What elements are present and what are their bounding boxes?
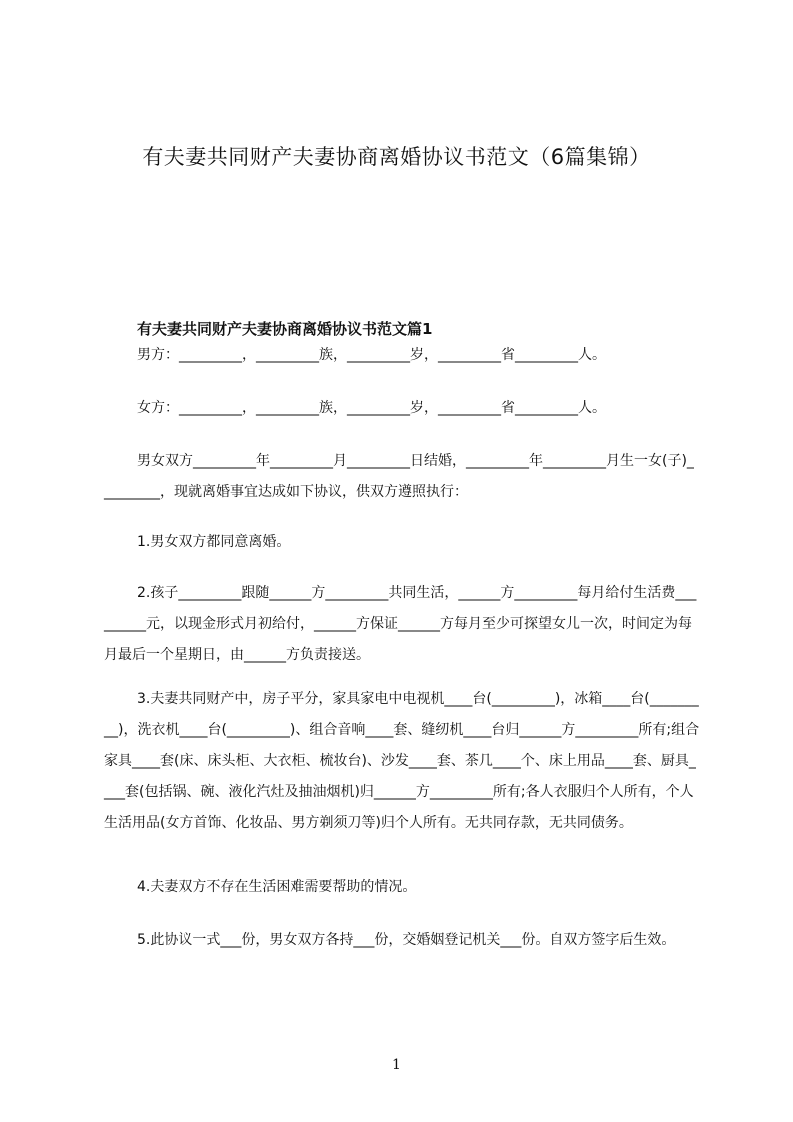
clause-2-child-custody: 2.孩子_________跟随______方_________共同生活，______方_________每月给付生活费_________元，以现金形式月初给付，______方保证______方每月至少可探望女儿一次，时间定为每月最后一个星期日，由______方负责接送。 [104, 585, 697, 663]
clause-3-property-division: 3.夫妻共同财产中，房子平分，家具家电中电视机____台(_________)，冰箱____台(_________)，洗衣机____台(_________)、组合音响____套、缝纫机____台归______方_________所有;组合家具____套(床、床头柜、大衣柜、梳妆台)、沙发____套、茶几____个、床上用品____套、厨具____套(包括锅、碗、液化汽灶及抽油烟机)归______方_________所有;各人衣服归个人所有，个人生活用品(女方首饰、化妆品、男方剃须刀等)归个人所有。无共同存款，无共同债务。 [104, 691, 700, 831]
paragraph-marriage-info: 男女双方_________年_________月_________日结婚，_________年_________月生一女(子)_________，现就离婚事宜达成如下协议，供双方遵照执行： [104, 453, 694, 500]
page-number: 1 [392, 1057, 401, 1073]
paragraph-female-party: 女方：_________，_________族，_________岁，_________省_________人。 [137, 400, 606, 416]
section-heading: 有夫妻共同财产夫妻协商离婚协议书范文篇1 [137, 320, 433, 338]
clause-4-no-hardship: 4.夫妻双方不存在生活困难需要帮助的情况。 [137, 879, 417, 895]
clause-5-copies-effect: 5.此协议一式___份，男女双方各持___份，交婚姻登记机关___份。自双方签字后生效。 [137, 932, 676, 948]
document-title: 有夫妻共同财产夫妻协商离婚协议书范文（6篇集锦） [142, 145, 651, 169]
clause-1-divorce-consent: 1.男女双方都同意离婚。 [137, 534, 291, 550]
paragraph-male-party: 男方：_________，_________族，_________岁，_________省_________人。 [137, 347, 606, 363]
